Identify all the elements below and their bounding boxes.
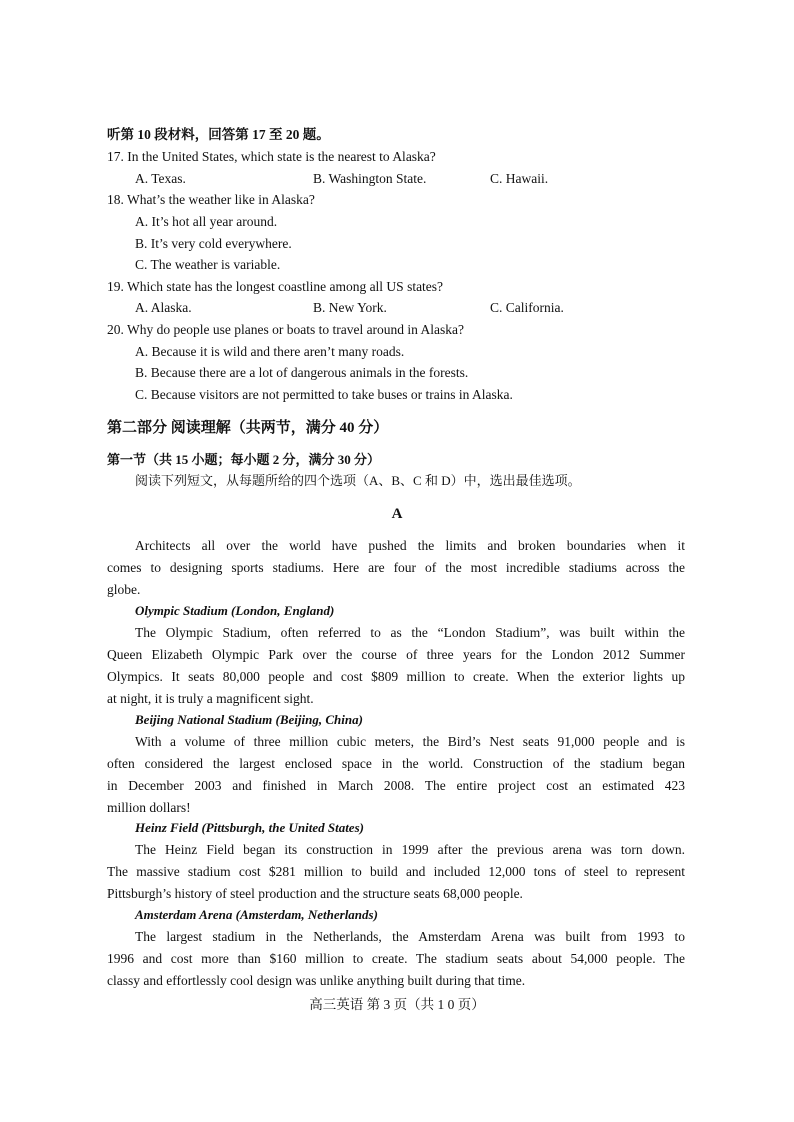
stadium-heading-heinz: Heinz Field (Pittsburgh, the United States) <box>135 820 364 835</box>
stadium-paragraph-olympic <box>107 622 685 710</box>
question-20-option-b: B. Because there are a lot of dangerous animals in the forests. <box>135 365 469 380</box>
question-18-option-a: A. It’s hot all year around. <box>135 214 278 229</box>
question-18-option-b: B. It’s very cold everywhere. <box>135 236 292 251</box>
question-19-stem: 19. Which state has the longest coastline among all US states? <box>107 279 444 294</box>
reading-instruction: 阅读下列短文，从每题所给的四个选项（A、B、C 和 D）中，选出最佳选项。 <box>135 473 581 488</box>
stadium-heading-olympic: Olympic Stadium (London, England) <box>135 603 335 618</box>
passage-intro <box>107 535 685 601</box>
paragraph-line: at night, it is truly a magnificent sight. <box>107 691 314 706</box>
paragraph-line: With a volume of three million cubic meters, the Bird’s Nest seats 91,000 people and is <box>135 734 685 749</box>
stadium-paragraph-beijing <box>107 731 685 819</box>
paragraph-line: often considered the largest enclosed space in the world. Construction of the stadium began <box>107 756 685 771</box>
question-17-option-c: C. Hawaii. <box>490 171 549 186</box>
passage-letter: A <box>391 506 403 522</box>
paragraph-line: The Olympic Stadium, often referred to as the “London Stadium”, was built within the <box>135 625 685 640</box>
paragraph-line: Queen Elizabeth Olympic Park over the course of three years for the London 2012 Summer <box>107 647 685 662</box>
paragraph-line: The massive stadium cost $281 million to build and included 12,000 tons of steel to represent <box>107 864 685 879</box>
stadium-paragraph-amsterdam <box>107 926 685 992</box>
stadium-paragraph-heinz <box>107 839 685 905</box>
stadium-heading-beijing: Beijing National Stadium (Beijing, China) <box>135 712 363 727</box>
paragraph-line: classy and effortlessly cool design was unlike anything built during that time. <box>107 973 526 988</box>
intro-line: globe. <box>107 582 141 597</box>
question-19-option-b: B. New York. <box>313 300 387 315</box>
paragraph-line: in December 2003 and finished in March 2008. The entire project cost an estimated 423 <box>107 778 685 793</box>
question-17-option-b: B. Washington State. <box>313 171 427 186</box>
question-19-option-a: A. Alaska. <box>135 300 192 315</box>
paragraph-line: 1996 and cost more than $160 million to create. The stadium seats about 54,000 people. The <box>107 951 685 966</box>
paragraph-line: million dollars! <box>107 800 191 815</box>
intro-line: Architects all over the world have pushed the limits and broken boundaries when it <box>135 538 685 553</box>
intro-line: comes to designing sports stadiums. Here are four of the most incredible stadiums across the <box>107 560 685 575</box>
paragraph-line: Olympics. It seats 80,000 people and cost $809 million to create. When the exterior lights up <box>107 669 685 684</box>
question-17-option-a: A. Texas. <box>135 171 186 186</box>
question-19-option-c: C. California. <box>490 300 564 315</box>
question-20-stem: 20. Why do people use planes or boats to travel around in Alaska? <box>107 322 465 337</box>
question-20-option-a: A. Because it is wild and there aren’t many roads. <box>135 344 405 359</box>
paragraph-line: The Heinz Field began its construction in 1999 after the previous arena was torn down. <box>135 842 685 857</box>
question-18-option-c: C. The weather is variable. <box>135 257 281 272</box>
part-two-title: 第二部分 阅读理解（共两节，满分 40 分） <box>107 420 389 436</box>
question-18-stem: 18. What’s the weather like in Alaska? <box>107 192 315 207</box>
page-footer: 高三英语 第 3 页（共 1 0 页） <box>309 997 485 1012</box>
listening-header: 听第 10 段材料，回答第 17 至 20 题。 <box>107 127 330 142</box>
paragraph-line: Pittsburgh’s history of steel production and the structure seats 68,000 people. <box>107 886 523 901</box>
stadium-heading-amsterdam: Amsterdam Arena (Amsterdam, Netherlands) <box>135 907 378 922</box>
question-20-option-c: C. Because visitors are not permitted to take buses or trains in Alaska. <box>135 387 513 402</box>
question-17-stem: 17. In the United States, which state is the nearest to Alaska? <box>107 149 436 164</box>
section-one-title: 第一节（共 15 小题；每小题 2 分，满分 30 分） <box>107 452 381 467</box>
paragraph-line: The largest stadium in the Netherlands, the Amsterdam Arena was built from 1993 to <box>135 929 685 944</box>
